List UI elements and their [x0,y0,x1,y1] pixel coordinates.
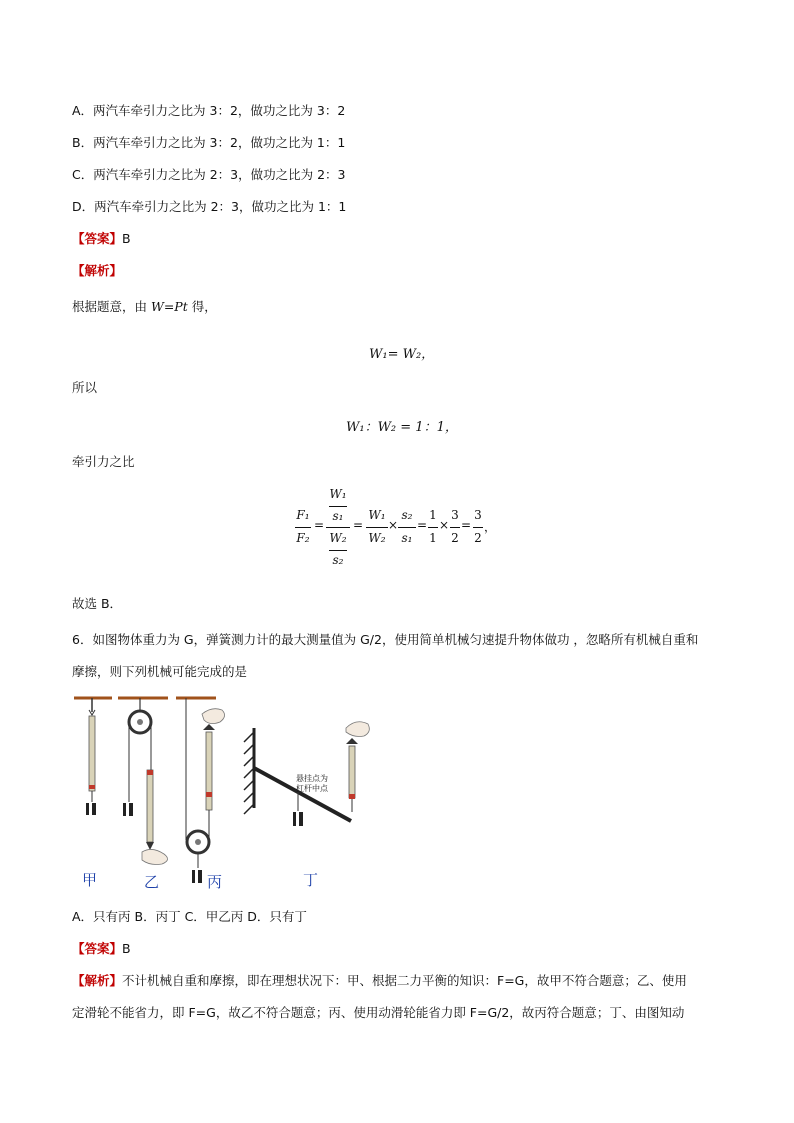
ratio-label: 牵引力之比 [72,454,135,469]
q6-options: A．只有丙 B．丙丁 C．甲乙丙 D．只有丁 [72,909,307,924]
yi-fixed-pulley [118,698,168,865]
bing-movable-pulley [176,698,225,883]
conclusion: 故选 B． [72,596,123,611]
option-d: D．两汽车牵引力之比为 2：3，做功之比为 1：1 [72,199,347,214]
suoyi-text: 所以 [72,380,98,395]
label-jia: 甲 [82,871,98,889]
q6-stem-line-1: 6．如图物体重力为 G，弹簧测力计的最大测量值为 G/2，使用简单机械匀速提升物体做功 ，忽略所有机械自重和 [72,632,699,647]
equation-ratio-w: W₁：W₂ = 1：1， [346,420,458,435]
label-yi: 乙 [144,873,160,891]
analysis-line-1: 根据题意，由 W=Pt 得， [72,299,217,314]
q6-stem-line-2: 摩擦，则下列机械可能完成的是 [72,664,248,679]
label-ding: 丁 [303,871,319,889]
answer-line [72,231,131,247]
option-a: A．两汽车牵引力之比为 3：2，做功之比为 3：2 [72,103,346,118]
q6-answer-line: 【答案】B [72,941,131,956]
q6-analysis-line-1: 【解析】不计机械自重和摩擦，即在理想状况下：甲、根据二力平衡的知识：F=G，故甲不符合题意；乙、使用 [72,973,687,988]
equation-w1-w2: W₁= W₂， [369,347,435,362]
label-bing: 丙 [207,873,223,891]
answer-value: B [122,231,131,246]
q6-answer-value: B [122,941,131,956]
formula-wpt: W=Pt [150,299,188,314]
q6-analysis-line-2: 定滑轮不能省力，即 F=G，故乙不符合题意；丙、使用动滑轮能省力即 F=G/2，故丙符合题意；丁、由图知动 [72,1005,685,1020]
jia-spring-scale [74,698,112,815]
lever-note: 悬挂点为 杠杆中点 [296,774,328,793]
answer-tag: 【答案】 [72,231,123,246]
analysis-tag: 【解析】 [72,263,123,278]
option-b: B．两汽车牵引力之比为 3：2，做功之比为 1：1 [72,135,346,150]
option-c: C．两汽车牵引力之比为 2：3，做功之比为 2：3 [72,167,346,182]
